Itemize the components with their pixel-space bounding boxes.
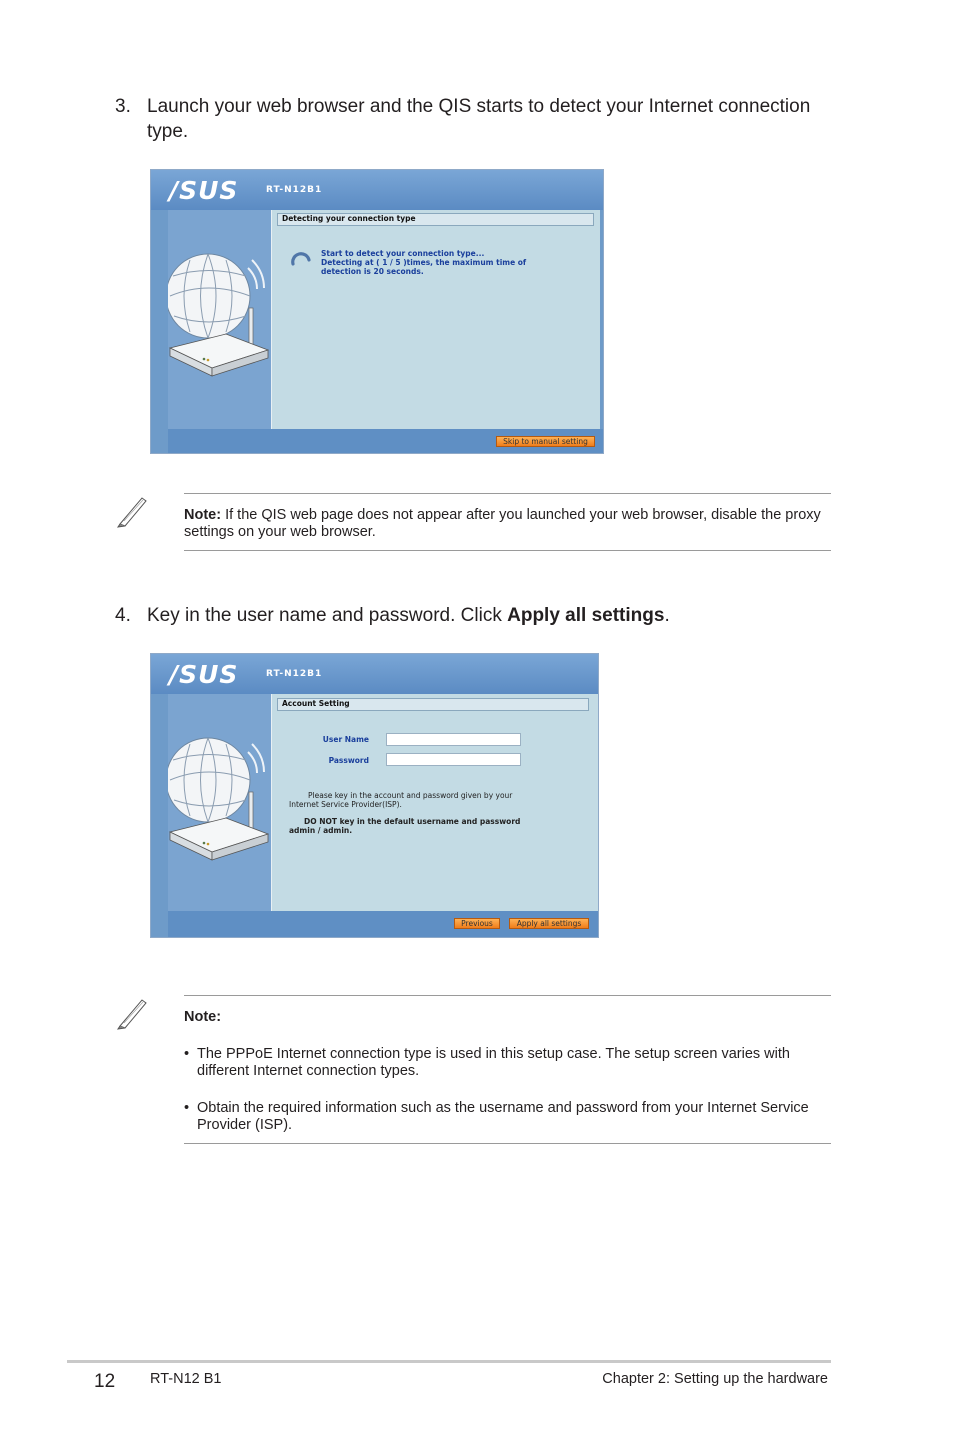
note-1-text: If the QIS web page does not appear after you launched your web browser, disable the proxy settings on your web browser. — [184, 507, 821, 540]
password-input[interactable] — [386, 753, 521, 766]
password-label: Password — [328, 756, 369, 765]
step-4-text-after: . — [664, 605, 670, 626]
router-illustration — [168, 694, 271, 911]
note-1-top-rule — [184, 493, 831, 494]
note-2-bullet-2-marker: • — [184, 1100, 190, 1116]
note-1 — [184, 507, 824, 541]
footer-model: RT-N12 B1 — [150, 1371, 222, 1387]
isp-info-line-1: Please key in the account and password given by your — [308, 791, 513, 800]
detect-line-3: detection is 20 seconds. — [321, 267, 424, 276]
model-label: RT-N12B1 — [266, 669, 323, 679]
step-4-text — [147, 603, 837, 628]
note-2-bullet-1-marker: • — [184, 1046, 190, 1062]
skip-to-manual-setting-button[interactable]: Skip to manual setting — [496, 436, 595, 447]
qis-content — [271, 694, 598, 911]
default-credential-warning — [289, 817, 589, 835]
spinner-icon — [290, 250, 312, 272]
router-illustration — [168, 210, 271, 429]
asus-logo: /SUS — [169, 176, 239, 205]
router-globe-icon — [168, 210, 271, 429]
router-globe-icon — [168, 694, 271, 911]
panel-title: Detecting your connection type — [277, 213, 594, 226]
panel-title: Account Setting — [277, 698, 589, 711]
qis-header — [151, 170, 603, 210]
step-4-number: 4. — [115, 605, 131, 626]
footer-chapter: Chapter 2: Setting up the hardware — [602, 1371, 828, 1387]
previous-button[interactable]: Previous — [454, 918, 500, 929]
qis-header — [151, 654, 598, 694]
note-1-bottom-rule — [184, 550, 831, 551]
apply-all-settings-button[interactable]: Apply all settings — [509, 918, 589, 929]
qis-content — [271, 210, 600, 429]
note-2-bullet-1: The PPPoE Internet connection type is used in this setup case. The setup screen varies with different Internet connection types. — [197, 1046, 790, 1079]
step-4-text-before: Key in the user name and password. Click — [147, 605, 508, 626]
step-3-number: 3. — [115, 96, 131, 117]
user-name-label: User Name — [322, 735, 369, 744]
detect-line-2: Detecting at ( 1 / 5 )times, the maximum time of — [321, 258, 527, 267]
note-2-bullet-2: Obtain the required information such as the username and password from your Internet Service Provider (ISP). — [197, 1100, 809, 1133]
detect-line-1: Start to detect your connection type... — [321, 249, 485, 258]
step-4-text-bold: Apply all settings — [507, 605, 665, 626]
detect-message — [321, 249, 591, 276]
asus-logo: /SUS — [169, 660, 239, 689]
note-1-label: Note: — [184, 507, 222, 523]
model-label: RT-N12B1 — [266, 185, 323, 195]
screenshot-account-setting — [150, 653, 599, 938]
note-2-top-rule — [184, 995, 831, 996]
isp-info-text — [289, 791, 589, 809]
screenshot-detecting — [150, 169, 604, 454]
footer-rule — [67, 1360, 831, 1363]
step-3-text: Launch your web browser and the QIS starts to detect your Internet connection type. — [147, 96, 811, 142]
user-name-input[interactable] — [386, 733, 521, 746]
warning-line-1: DO NOT key in the default username and password — [304, 817, 521, 826]
pen-note-icon — [116, 494, 150, 528]
note-2-label: Note: — [184, 1009, 222, 1025]
note-2-bottom-rule — [184, 1143, 831, 1144]
pen-note-icon — [116, 996, 150, 1030]
warning-line-2: admin / admin. — [289, 826, 353, 835]
isp-info-line-2: Internet Service Provider(ISP). — [289, 800, 402, 809]
page-number: 12 — [94, 1371, 116, 1392]
